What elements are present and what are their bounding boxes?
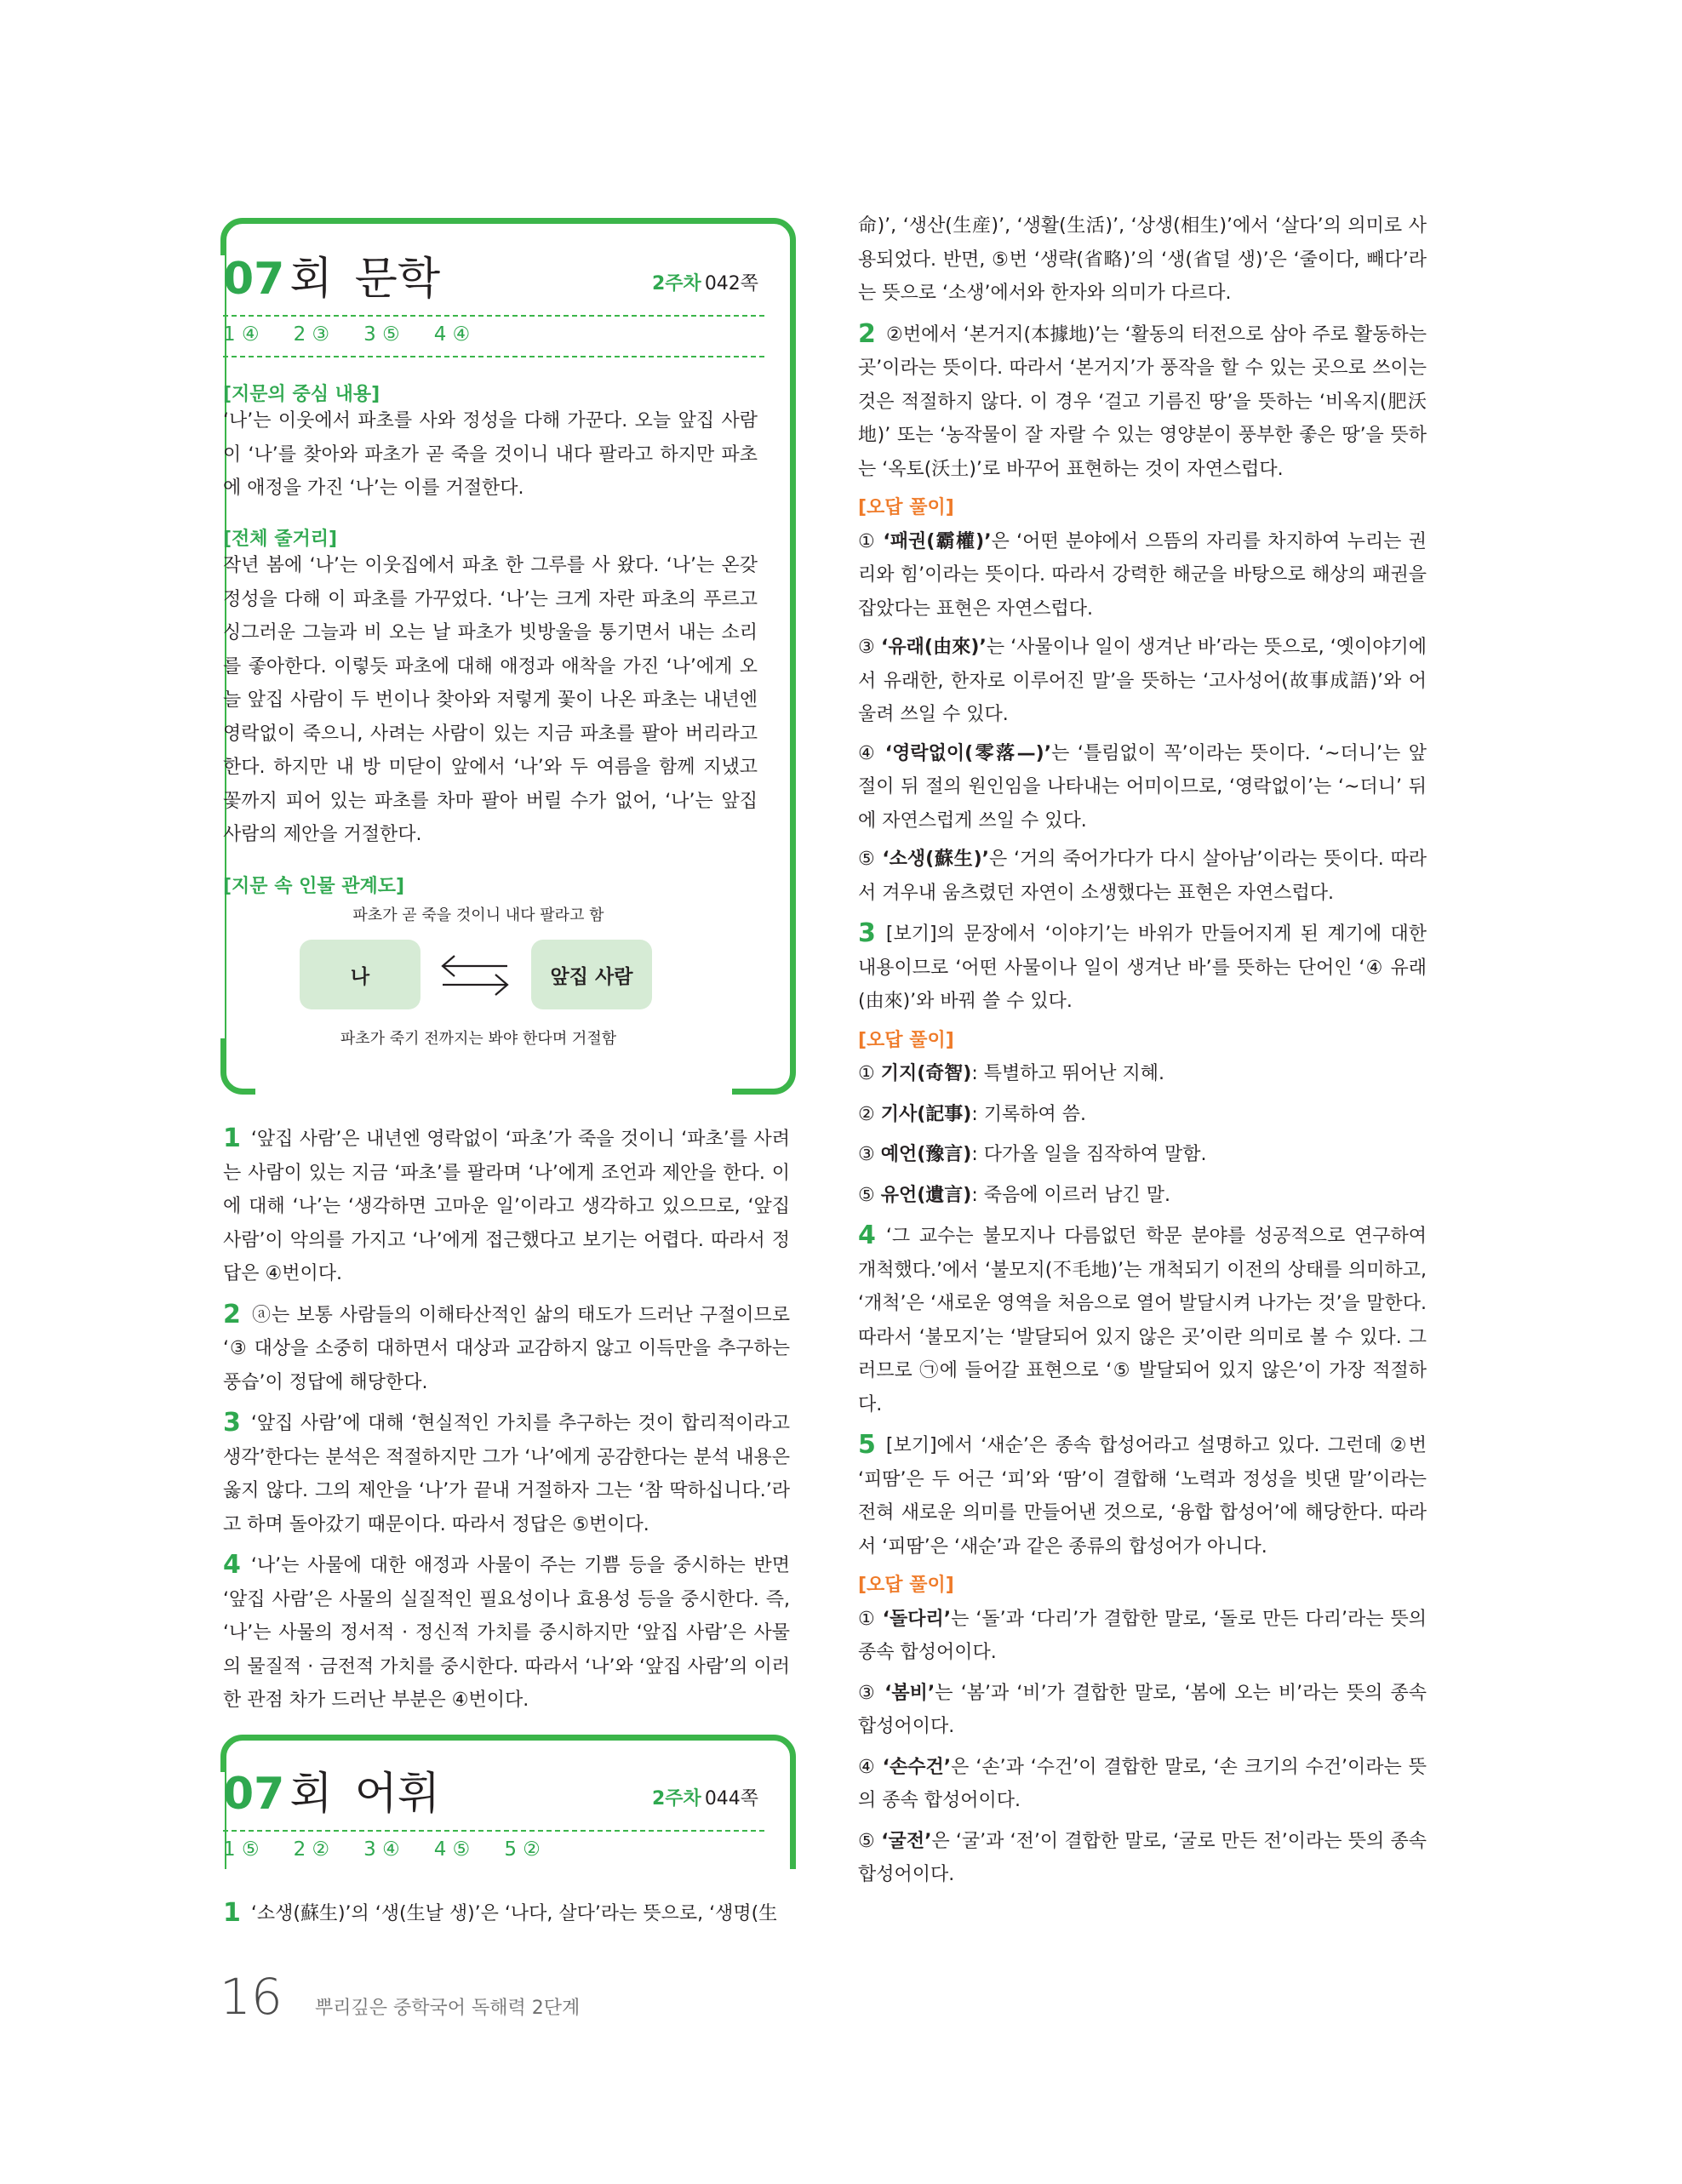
wrong-item: ⑤ ‘소생(蘇生)’은 ‘거의 죽어가다가 다시 살아남’이라는 뜻이다. 따라서 겨우내 움츠렸던 자연이 소생했다는 표현은 자연스럽다. bbox=[858, 849, 1427, 904]
center-content-heading: [지문의 중심 내용] bbox=[223, 384, 380, 405]
relation-top-caption: 파초가 곧 죽을 것이니 내다 팔라고 함 bbox=[352, 906, 604, 924]
relation-arrows-icon bbox=[438, 951, 514, 998]
plot-text: 작년 봄에 ‘나’는 이웃집에서 파초 한 그루를 사 왔다. ‘나’는 온갖 정성을 다해 이 파초를 가꾸었다. ‘나’는 크게 자란 파초의 푸르고 싱그러운 그늘과 비 오는 날 파초가 빗방울을 퉁기면서 내는 소리를 좋아한다. 이렇듯 파초에 대해 애정과 애착을 가진 ‘나’에게 오늘 앞집 사람이 두 번이나 찾아와 저렇게 꽃이 나온 파초는 내년엔 영락없이 죽으니, 사려는 사람이 있는 지금 파초를 팔아 버리라고 한다. 하지만 내 방 미닫이 앞에서 ‘나’와 두 여름을 함께 지냈고 꽃까지 피어 있는 파초를 차마 팔아 버릴 수가 없어, ‘나’는 앞집 사람의 제안을 거절한다. bbox=[223, 555, 758, 845]
wrong-answer-heading: [오답 풀이] bbox=[858, 1575, 954, 1596]
relation-heading: [지문 속 인물 관계도] bbox=[223, 876, 405, 897]
literature-answers: 1 ④ 2 ③ 3 ⑤ 4 ④ bbox=[223, 323, 471, 346]
wrong-item: ④ ‘영락없이(零落—)’는 ‘틀림없이 꼭’이라는 뜻이다. ‘~더니’는 앞 절이 뒤 절의 원인임을 나타내는 어미이므로, ‘영락없이’는 ‘~더니’ 뒤에 자연스럽게 쓰일 수 있다. bbox=[858, 742, 1427, 832]
plot-heading: [전체 줄거리] bbox=[223, 529, 338, 550]
page-number: 16 bbox=[220, 1968, 283, 2026]
relation-bottom-caption: 파초가 죽기 전까지는 봐야 한다며 거절함 bbox=[340, 1030, 617, 1048]
wrong-item: ⑤ ‘굴전’은 ‘굴’과 ‘전’이 결합한 말로, ‘굴로 만든 전’이라는 뜻의 종속 합성어이다. bbox=[858, 1830, 1427, 1885]
relation-node-me: 나 bbox=[300, 940, 420, 1009]
wrong-item: ① ‘돌다리’는 ‘돌’과 ‘다리’가 결합한 말로, ‘돌로 만든 다리’라는 뜻의 종속 합성어이다. bbox=[858, 1608, 1427, 1663]
explanation-item: 2 ②번에서 ‘본거지(本據地)’는 ‘활동의 터전으로 삼아 주로 활동하는 곳’이라는 뜻이다. 따라서 ‘본거지’가 풍작을 할 수 있는 곳으로 쓰이는 것은 적절하지 않다. 이 경우 ‘걸고 기름진 땅’을 뜻하는 ‘비옥지(肥沃地)’ 또는 ‘농작물이 잘 자랄 수 있는 영양분이 풍부한 좋은 땅’을 뜻하는 ‘옥토(沃土)’로 바꾸어 표현하는 것이 자연스럽다. bbox=[858, 318, 1427, 480]
vocabulary-title: 07 회 어휘 bbox=[223, 1769, 441, 1820]
q1-continued: 命)’, ‘생산(生産)’, ‘생활(生活)’, ‘상생(相生)’에서 ‘살다’의 의미로 사용되었다. 반면, ⑤번 ‘생략(省略)’의 ‘생(省덜 생)’은 ‘줄이다, 빼다’라는 뜻으로 ‘소생’에서와 한자와 의미가 다르다. bbox=[858, 215, 1427, 304]
explanation-item: 4 ‘나’는 사물에 대한 애정과 사물이 주는 기쁨 등을 중시하는 반면 ‘앞집 사람’은 사물의 실질적인 필요성이나 효용성 등을 중시한다. 즉, ‘나’는 사물의 정서적 · 정신적 가치를 중시하지만 ‘앞집 사람’은 사물의 물질적 · 금전적 가치를 중시한다. 따라서 ‘나’와 ‘앞집 사람’의 이러한 관점 차가 드러난 부분은 ④번이다. bbox=[223, 1550, 790, 1711]
box-mask bbox=[255, 1086, 732, 1098]
explanation-item: 3 ‘앞집 사람’에 대해 ‘현실적인 가치를 추구하는 것이 합리적이라고 생각’한다는 분석은 적절하지만 그가 ‘나’에게 공감한다는 분석 내용은 옳지 않다. 그의 제안을 ‘나’가 끝내 거절하자 그는 ‘참 딱하십니다.’라고 하며 돌아갔기 때문이다. 따라서 정답은 ⑤번이다. bbox=[223, 1408, 790, 1535]
vocabulary-page-ref: 2주차 044쪽 bbox=[652, 1788, 759, 1810]
answers-divider bbox=[223, 356, 764, 357]
wrong-item: ③ ‘봄비’는 ‘봄’과 ‘비’가 결합한 말로, ‘봄에 오는 비’라는 뜻의 종속 합성어이다. bbox=[858, 1682, 1427, 1737]
literature-explanations bbox=[223, 1122, 790, 1718]
center-content-text: ‘나’는 이웃에서 파초를 사와 정성을 다해 가꾼다. 오늘 앞집 사람이 ‘나’를 찾아와 파초가 곧 죽을 것이니 내다 팔라고 하지만 파초에 애정을 가진 ‘나’는 이를 거절한다. bbox=[223, 410, 758, 499]
literature-title: 07 회 문학 bbox=[223, 254, 441, 305]
book-title: 뿌리깊은 중학국어 독해력 2단계 bbox=[315, 1998, 581, 2019]
answers-divider bbox=[223, 1830, 764, 1832]
explanation-item: 2 ⓐ는 보통 사람들의 이해타산적인 삶의 태도가 드러난 구절이므로 ‘③ 대상을 소중히 대하면서 대상과 교감하지 않고 이득만을 추구하는 풍습’이 정답에 해당한다. bbox=[223, 1299, 790, 1393]
explanation-item: 4 ‘그 교수는 불모지나 다름없던 학문 분야를 성공적으로 연구하여 개척했다.’에서 ‘불모지(不毛地)’는 개척되기 이전의 상태를 의미하고, ‘개척’은 ‘새로운 영역을 처음으로 열어 발달시켜 나가는 것’을 말한다. 따라서 ‘불모지’는 ‘발달되어 있지 않은 곳’이란 의미로 볼 수 있다. 그러므로 ㉠에 들어갈 표현으로 ‘⑤ 발달되어 있지 않은’이 가장 적절하다. bbox=[858, 1221, 1427, 1415]
wrong-answer-heading: [오답 풀이] bbox=[858, 1029, 954, 1051]
vocabulary-q1-start: 1 ‘소생(蘇生)’의 ‘생(生날 생)’은 ‘나다, 살다’라는 뜻으로, ‘생명(生 bbox=[223, 1898, 778, 1928]
wrong-item: ① 기지(奇智): 특별하고 뛰어난 지혜. bbox=[858, 1063, 1165, 1084]
vocabulary-explanations bbox=[858, 209, 1427, 1892]
literature-page-ref: 2주차 042쪽 bbox=[652, 273, 759, 294]
relation-node-neighbor: 앞집 사람 bbox=[531, 940, 652, 1009]
explanation-item: 1 ‘앞집 사람’은 내년엔 영락없이 ‘파초’가 죽을 것이니 ‘파초’를 사려는 사람이 있는 지금 ‘파초’를 팔라며 ‘나’에게 조언과 제안을 한다. 이에 대해 ‘나’는 ‘생각하면 고마운 일’이라고 생각하고 있으므로, ‘앞집 사람’이 악의를 가지고 ‘나’에게 접근했다고 보기는 어렵다. 따라서 정답은 ④번이다. bbox=[223, 1123, 790, 1284]
wrong-item: ③ ‘유래(由來)’는 ‘사물이나 일이 생겨난 바’라는 뜻으로, ‘옛이야기에서 유래한, 한자로 이루어진 말’을 뜻하는 ‘고사성어(故事成語)’와 어울려 쓰일 수 있다. bbox=[858, 637, 1427, 725]
wrong-answer-heading: [오답 풀이] bbox=[858, 497, 954, 518]
vocabulary-answers: 1 ⑤ 2 ② 3 ④ 4 ⑤ 5 ② bbox=[223, 1838, 541, 1861]
wrong-item: ② 기사(記事): 기록하여 씀. bbox=[858, 1103, 1087, 1125]
answers-divider bbox=[223, 315, 764, 317]
wrong-item: ⑤ 유언(遺言): 죽음에 이르러 남긴 말. bbox=[858, 1184, 1171, 1206]
explanation-item: 3 [보기]의 문장에서 ‘이야기’는 바위가 만들어지게 된 계기에 대한 내용이므로 ‘어떤 사물이나 일이 생겨난 바’를 뜻하는 단어인 ‘④ 유래(由來)’와 바꿔 쓸 수 있다. bbox=[858, 918, 1427, 1012]
wrong-item: ③ 예언(豫言): 다가올 일을 짐작하여 말함. bbox=[858, 1144, 1207, 1165]
wrong-item: ① ‘패권(霸權)’은 ‘어떤 분야에서 으뜸의 자리를 차지하여 누리는 권리와 힘’이라는 뜻이다. 따라서 강력한 해군을 바탕으로 해상의 패권을 잡았다는 표현은 자연스럽다. bbox=[858, 530, 1427, 620]
explanation-item: 5 [보기]에서 ‘새순’은 종속 합성어라고 설명하고 있다. 그런데 ②번 ‘피땀’은 두 어근 ‘피’와 ‘땀’이 결합해 ‘노력과 정성을 빗댄 말’이라는 전혀 새로운 의미를 만들어낸 것으로, ‘융합 합성어’에 해당한다. 따라서 ‘피땀’은 ‘새순’과 같은 종류의 합성어가 아니다. bbox=[858, 1430, 1427, 1558]
wrong-item: ④ ‘손수건’은 ‘손’과 ‘수건’이 결합한 말로, ‘손 크기의 수건’이라는 뜻의 종속 합성어이다. bbox=[858, 1756, 1427, 1811]
